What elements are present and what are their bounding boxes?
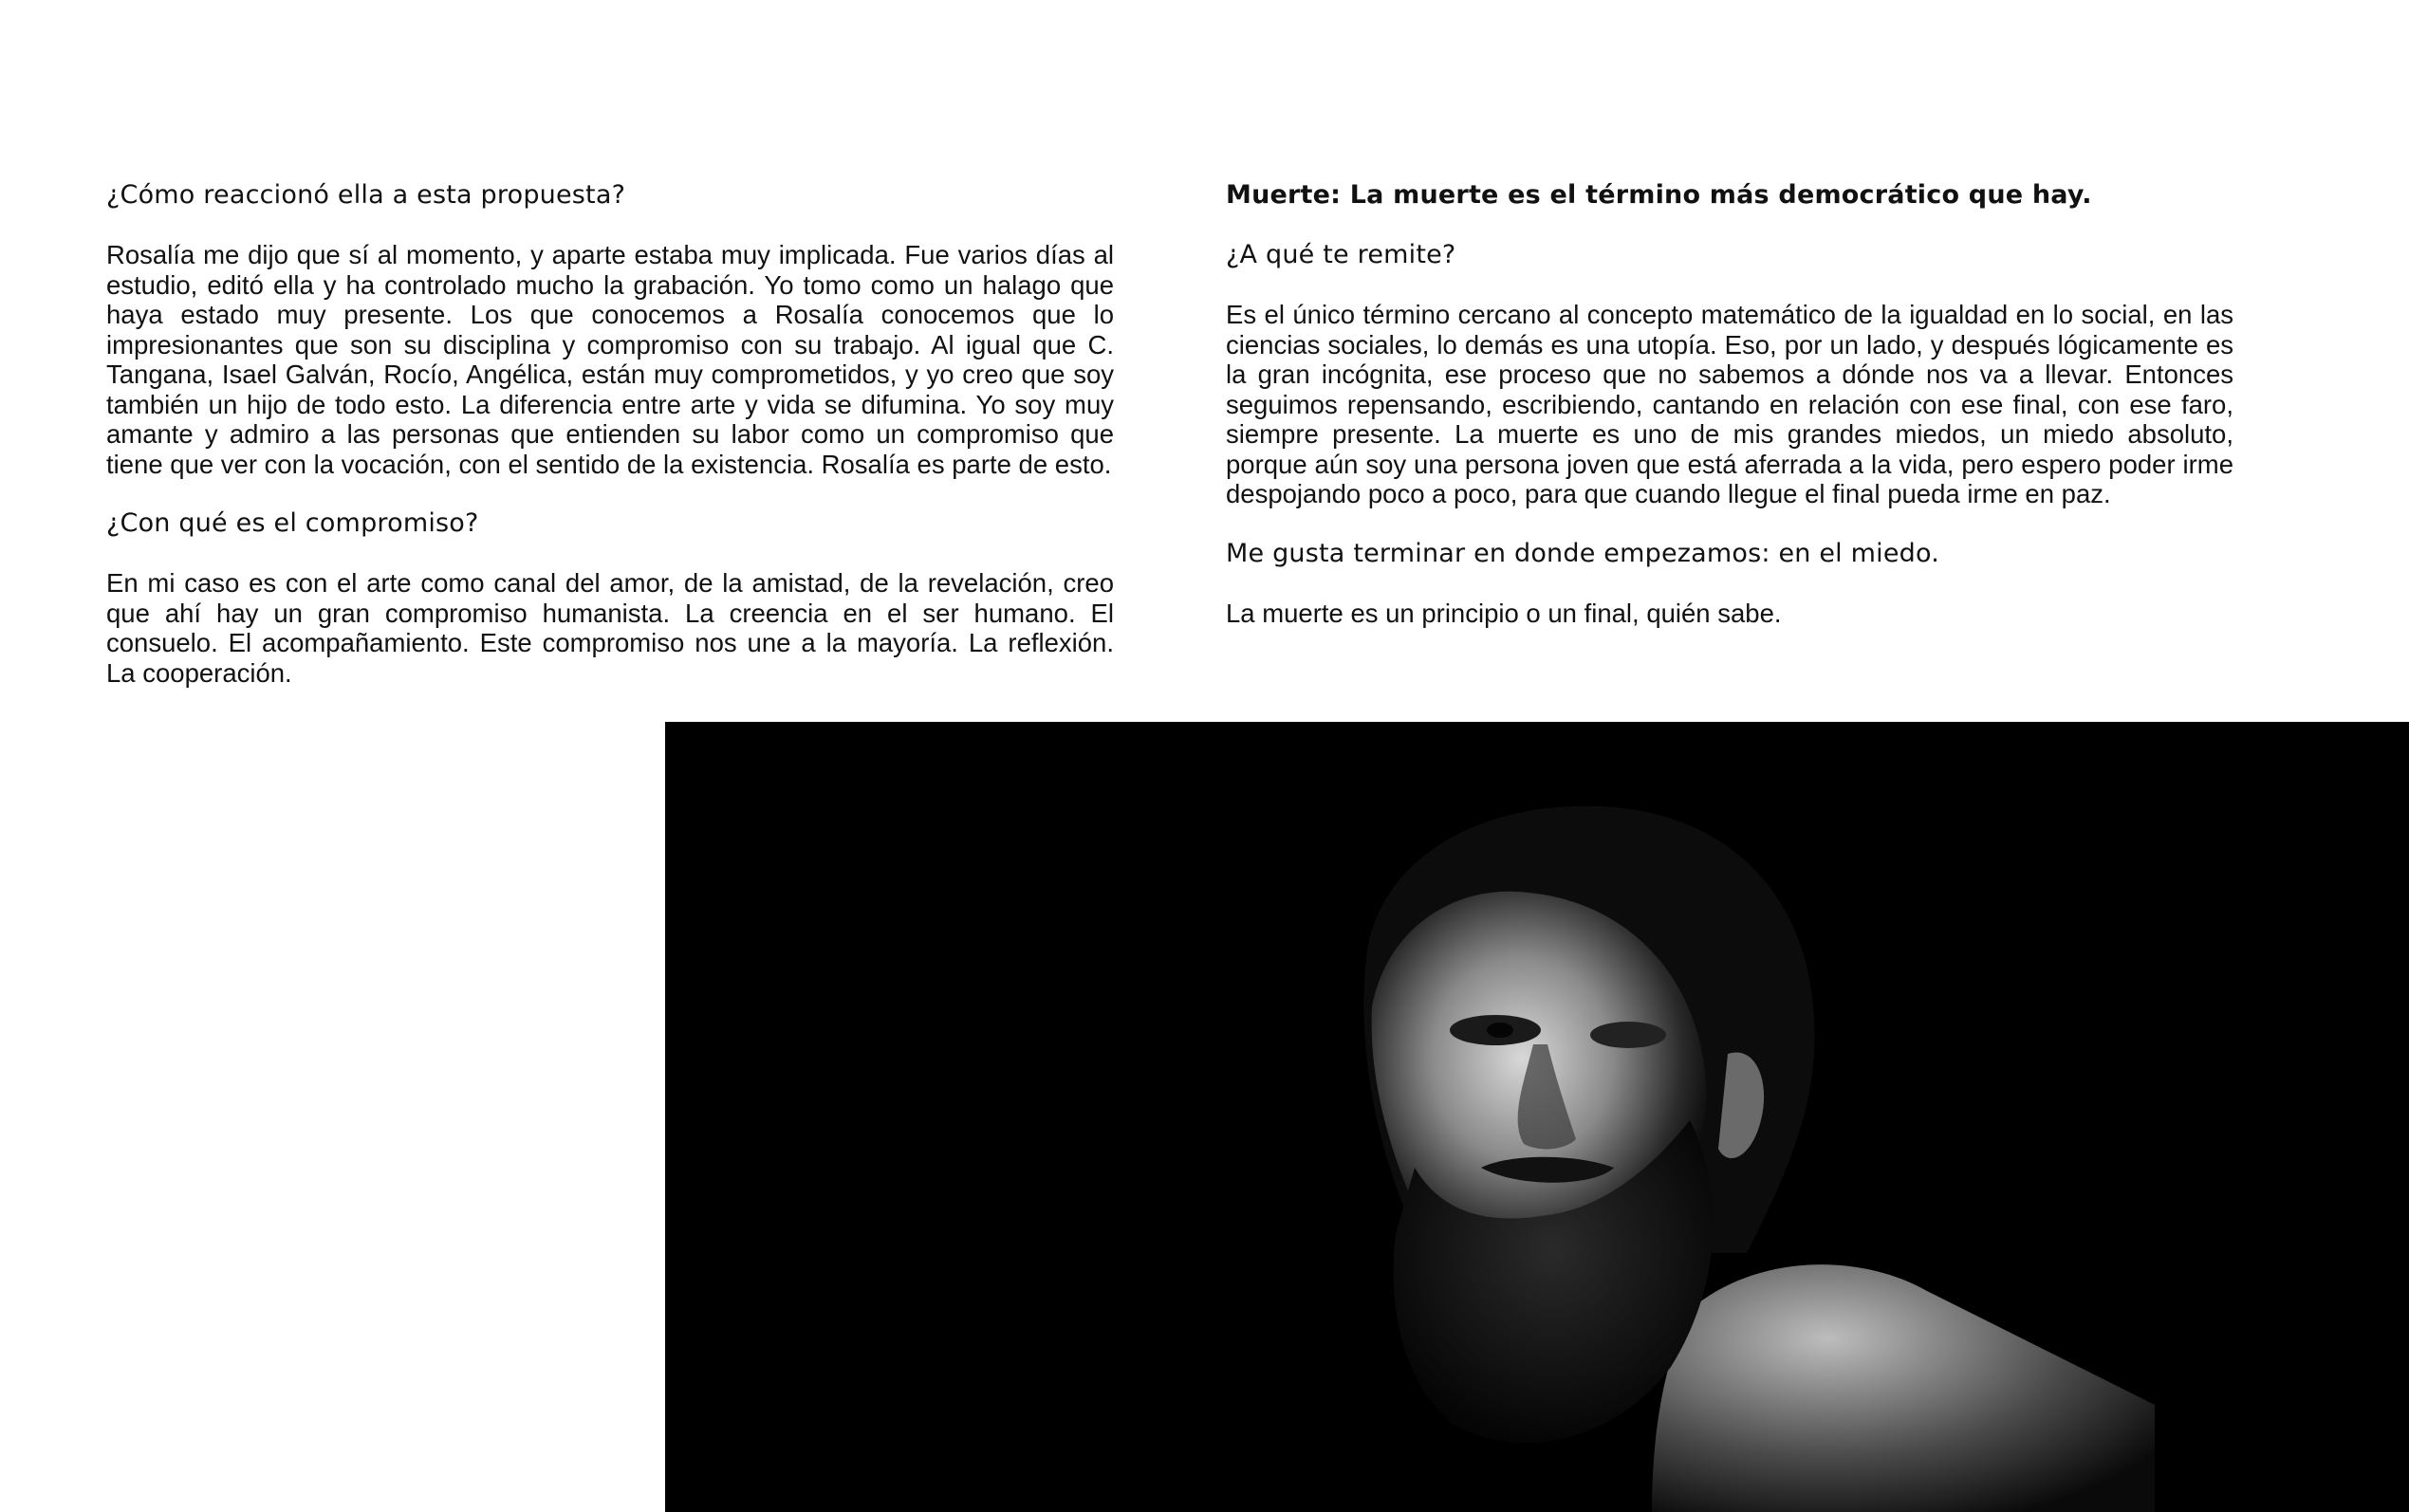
answer-remits: Es el único término cercano al concepto matemático de la igualdad en lo social, en las ciencias sociales, lo demás es una utopía. Eso, por un lado, y después lógicamente es la gran incógnita, ese proceso que no sabemos a dónde nos va a llevar. Entonces seguimos repensando, escribiendo, cantando en relación con ese final, con ese faro, siempre presente. La muerte es uno de mis grandes miedos, un miedo absoluto, porque aún soy una persona joven que está aferrada a la vida, pero espero poder irme despojando poco a poco, para que cuando llegue el final pueda irme en paz. [1226,300,2233,508]
question-fear: Me gusta terminar en donde empezamos: en el miedo. [1226,538,1940,568]
question-commitment: ¿Con qué es el compromiso? [106,508,479,538]
question-reaction: ¿Cómo reaccionó ella a esta propuesta? [106,180,626,210]
right-column [1226,180,2233,657]
answer-fear: La muerte es un principio o un final, quién sabe. [1226,598,1782,628]
section-heading-death: Muerte: La muerte es el término más democrático que hay. [1226,180,2092,210]
left-column [106,180,1114,717]
portrait-illustration [665,722,2409,1512]
answer-reaction: Rosalía me dijo que sí al momento, y aparte estaba muy implicada. Fue varios días al estudio, editó ella y ha controlado mucho la grabación. Yo tomo como un halago que haya estado muy presente. Los que conocemos a Rosalía conocemos que lo impresionantes que son su disciplina y compromiso con su trabajo. Al igual que C. Tangana, Isael Galván, Rocío, Angélica, están muy comprometidos, y yo creo que soy también un hijo de todo esto. La diferencia entre arte y vida se difumina. Yo soy muy amante y admiro a las personas que entienden su labor como un compromiso que tiene que ver con la vocación, con el sentido de la existencia. Rosalía es parte de esto. [106,240,1114,479]
portrait-photo [665,722,2409,1512]
answer-commitment: En mi caso es con el arte como canal del amor, de la amistad, de la revelación, creo que ahí hay un gran compromiso humanista. La creencia en el ser humano. El consuelo. El acompañamiento. Este compromiso nos une a la mayoría. La reflexión. La cooperación. [106,568,1114,688]
question-remits: ¿A qué te remite? [1226,240,1456,269]
